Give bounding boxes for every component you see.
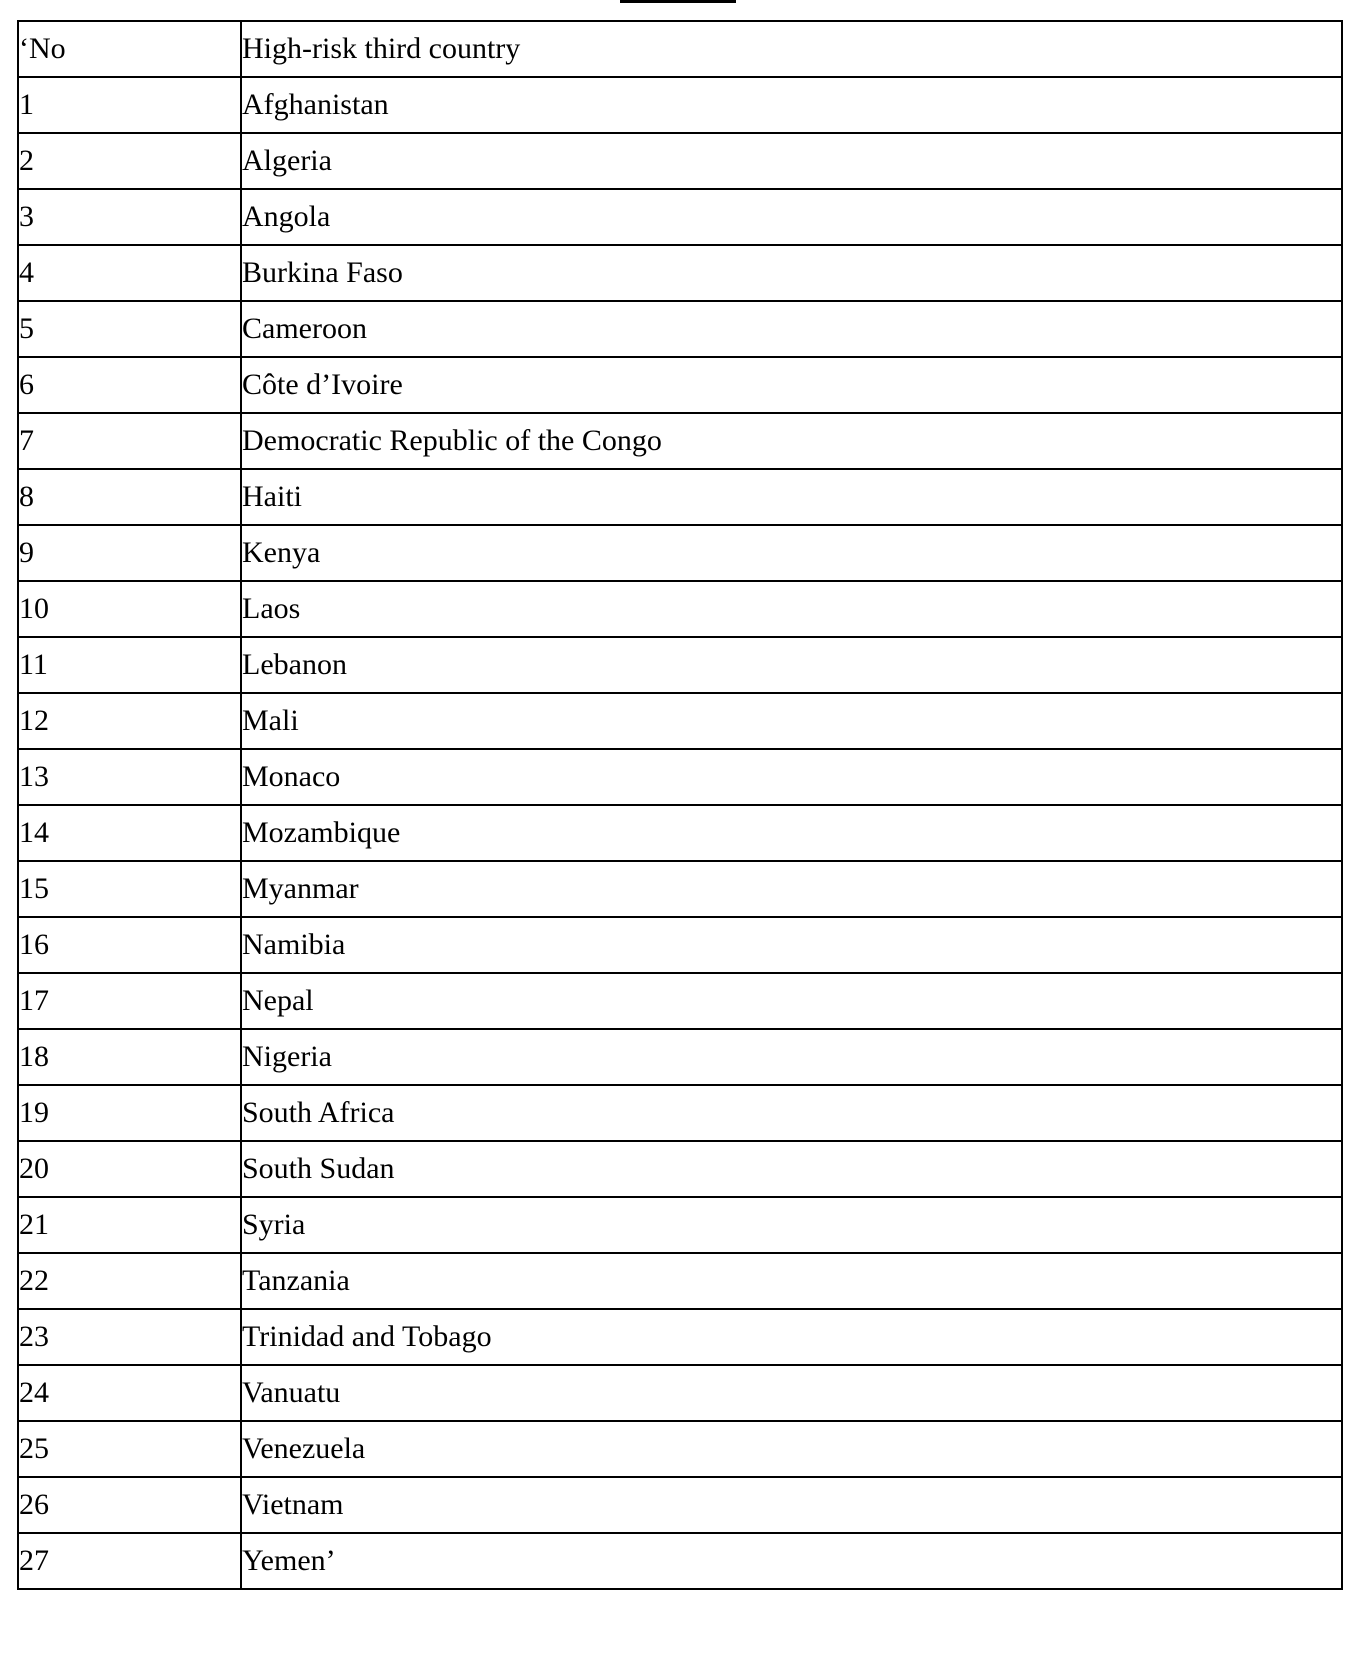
country-name: Mozambique [241,805,1342,861]
high-risk-countries-table [17,20,1343,1590]
table-row [18,1309,1342,1365]
table-row [18,1253,1342,1309]
table-row [18,1533,1342,1589]
row-number: 10 [18,581,241,637]
row-number: 7 [18,413,241,469]
table-row [18,973,1342,1029]
row-number: 14 [18,805,241,861]
table-row [18,1477,1342,1533]
country-name: Lebanon [241,637,1342,693]
country-name: Angola [241,189,1342,245]
row-number: 22 [18,1253,241,1309]
table-row [18,301,1342,357]
row-number: 9 [18,525,241,581]
table-row [18,525,1342,581]
row-number: 3 [18,189,241,245]
header-no: ‘No [18,21,241,77]
table-row [18,1365,1342,1421]
country-name: Tanzania [241,1253,1342,1309]
country-name: Algeria [241,133,1342,189]
country-name: Afghanistan [241,77,1342,133]
header-country: High-risk third country [241,21,1342,77]
row-number: 4 [18,245,241,301]
row-number: 11 [18,637,241,693]
table-row [18,1085,1342,1141]
country-name: South Sudan [241,1141,1342,1197]
country-name: Trinidad and Tobago [241,1309,1342,1365]
country-name: Nigeria [241,1029,1342,1085]
row-number: 25 [18,1421,241,1477]
row-number: 26 [18,1477,241,1533]
row-number: 17 [18,973,241,1029]
row-number: 13 [18,749,241,805]
table-row [18,861,1342,917]
country-name: Venezuela [241,1421,1342,1477]
table-row [18,1421,1342,1477]
row-number: 27 [18,1533,241,1589]
table-row [18,917,1342,973]
table-row [18,1029,1342,1085]
table-row [18,1197,1342,1253]
country-name: Mali [241,693,1342,749]
country-name: Nepal [241,973,1342,1029]
country-name: Namibia [241,917,1342,973]
table-row [18,77,1342,133]
table-row [18,693,1342,749]
country-name: Myanmar [241,861,1342,917]
table-row [18,805,1342,861]
heading-underline [620,0,736,3]
table-row [18,357,1342,413]
row-number: 15 [18,861,241,917]
country-name: Haiti [241,469,1342,525]
country-name: Côte d’Ivoire [241,357,1342,413]
row-number: 6 [18,357,241,413]
country-name: Cameroon [241,301,1342,357]
row-number: 20 [18,1141,241,1197]
country-name: South Africa [241,1085,1342,1141]
table-body [18,21,1342,1589]
row-number: 5 [18,301,241,357]
table-row [18,189,1342,245]
country-name: Laos [241,581,1342,637]
country-name: Burkina Faso [241,245,1342,301]
country-name: Syria [241,1197,1342,1253]
table-row [18,413,1342,469]
row-number: 19 [18,1085,241,1141]
country-name: Vanuatu [241,1365,1342,1421]
table-row [18,749,1342,805]
table-row [18,1141,1342,1197]
country-name: Monaco [241,749,1342,805]
row-number: 18 [18,1029,241,1085]
row-number: 21 [18,1197,241,1253]
country-name: Democratic Republic of the Congo [241,413,1342,469]
country-name: Vietnam [241,1477,1342,1533]
table-header-row [18,21,1342,77]
table-row [18,637,1342,693]
row-number: 2 [18,133,241,189]
table-row [18,245,1342,301]
row-number: 1 [18,77,241,133]
table-row [18,469,1342,525]
row-number: 23 [18,1309,241,1365]
country-name: Yemen’ [241,1533,1342,1589]
row-number: 16 [18,917,241,973]
row-number: 12 [18,693,241,749]
table-row [18,581,1342,637]
row-number: 24 [18,1365,241,1421]
country-name: Kenya [241,525,1342,581]
row-number: 8 [18,469,241,525]
table-row [18,133,1342,189]
